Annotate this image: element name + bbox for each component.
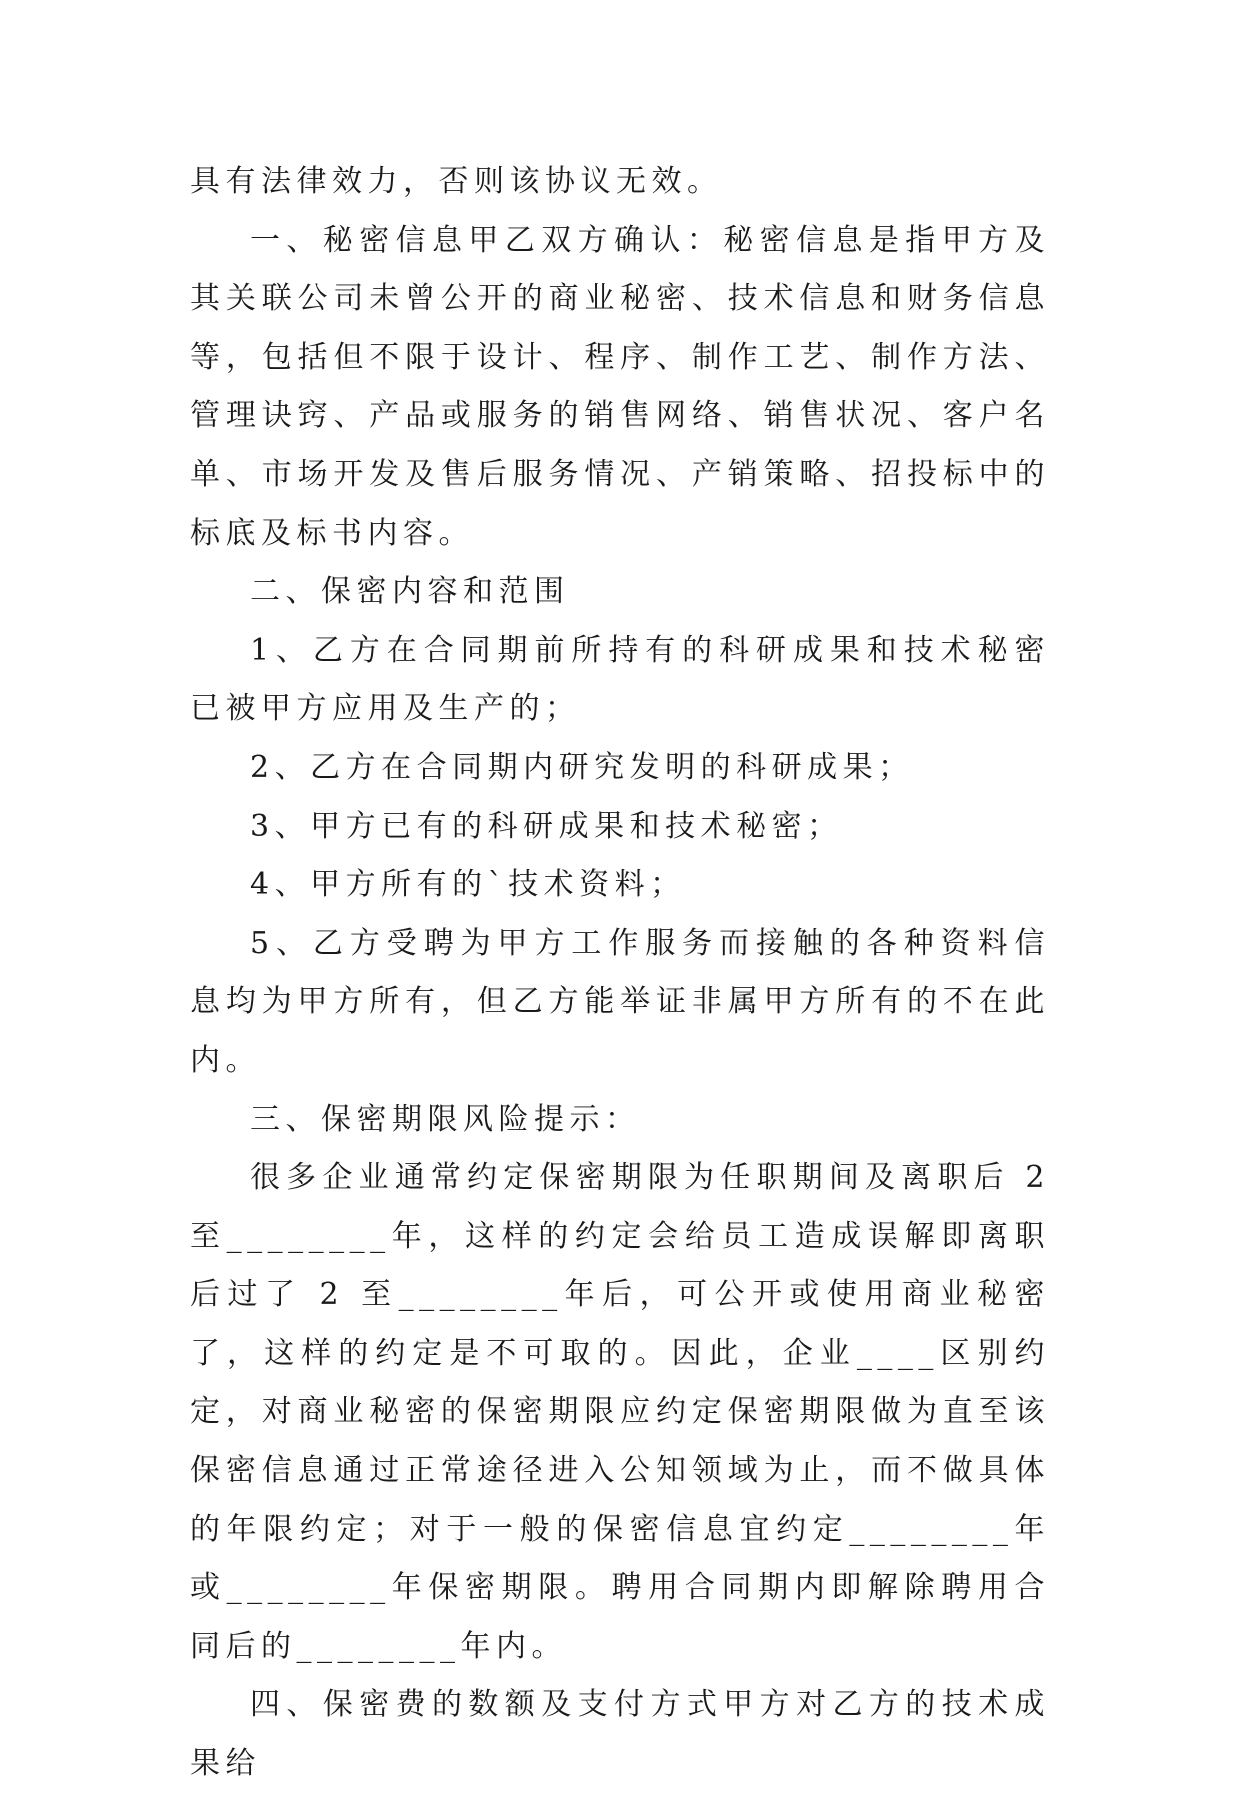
list-item-2: 2、乙方在合同期内研究发明的科研成果； [250,749,914,785]
paragraph-confidential-info: 一、秘密信息甲乙双方确认：秘密信息是指甲方及其关联公司未曾公开的商业秘密、技术信息和财务信息等，包括但不限于设计、程序、制作工艺、制作方法、管理诀窍、产品或服务的销售网络、销售状况、客户名单、市场开发及售后服务情况、产销策略、招投标中的标底及标书内容。 [190,222,1050,551]
document-body [190,153,1050,1794]
paragraph-continuation: 具有法律效力，否则该协议无效。 [190,164,723,199]
heading-fee: 四、保密费的数额及支付方式甲方对乙方的技术成果给 [190,1687,1050,1782]
list-item-4: 4、甲方所有的`技术资料； [250,867,686,903]
list-item-5: 5、乙方受聘为甲方工作服务而接触的各种资料信息均为甲方所有，但乙方能举证非属甲方所有的不在此内。 [190,925,1050,1078]
list-item-1: 1、乙方在合同期前所持有的科研成果和技术秘密已被甲方应用及生产的； [190,632,1050,727]
heading-scope: 二、保密内容和范围 [250,574,570,610]
paragraph-term-details: 很多企业通常约定保密期限为任职期间及离职后 2 至________年，这样的约定会给员工造成误解即离职后过了 2 至________年后，可公开或使用商业秘密了，这样的约定是不可取的。因此，企业____区别约定，对商业秘密的保密期限应约定保密期限做为直至该保密信息通过正常途径进入公知领域为止，而不做具体的年限约定；对于一般的保密信息宜约定________年或________年保密期限。聘用合同期内即解除聘用合同后的________年内。 [190,1160,1050,1664]
heading-term-risk: 三、保密期限风险提示： [250,1101,641,1137]
list-item-3: 3、甲方已有的科研成果和技术秘密； [250,808,843,844]
